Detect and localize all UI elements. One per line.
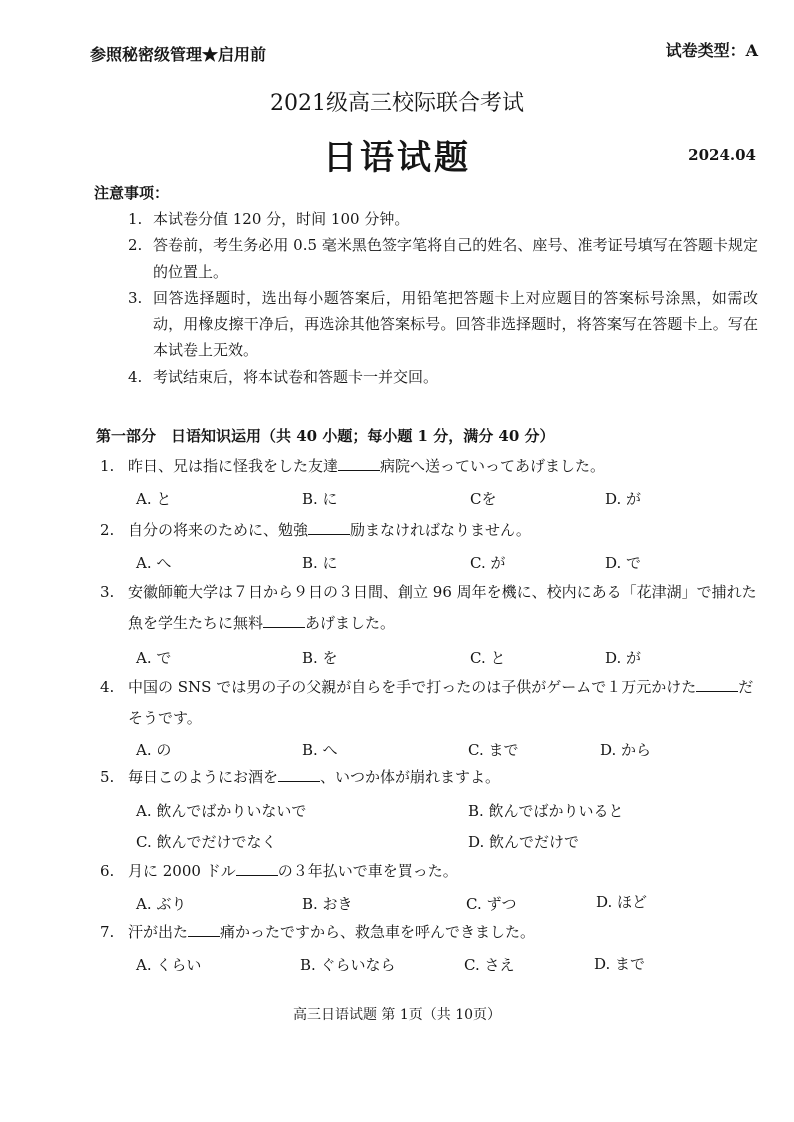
answer-blank [236, 863, 278, 876]
option-d: D. で [605, 554, 642, 572]
question-number: 1. [100, 457, 115, 475]
question-text: 励まなければなりません。 [350, 521, 531, 539]
question-text: の３年払いで車を買った。 [277, 862, 458, 880]
answer-blank [278, 769, 320, 782]
option-b: B. 飲んでばかりいると [468, 802, 624, 820]
question-number: 5. [100, 768, 115, 786]
option-c: C. さえ [464, 956, 515, 974]
notes-list [128, 206, 758, 390]
question-text: 病院へ送っていってあげました。 [380, 457, 606, 475]
option-d: D. 飲んでだけで [468, 833, 580, 851]
question-7 [100, 917, 760, 948]
question-text: 痛かったですから、救急車を呼んできました。 [220, 923, 536, 941]
option-b: B. へ [302, 741, 338, 759]
note-number: 3. [128, 288, 143, 307]
question-text: 、いつか体が崩れますよ。 [320, 768, 501, 786]
question-5 [100, 762, 760, 793]
question-number: 3. [100, 583, 115, 601]
notes-heading: 注意事项： [94, 184, 170, 202]
note-item [128, 206, 758, 232]
question-text: だそうです。 [128, 678, 754, 727]
question-text: 昨日、兄は指に怪我をした友達 [128, 457, 339, 475]
option-c: C. まで [468, 741, 519, 759]
option-c: C. と [470, 649, 506, 667]
option-b: B. おき [302, 895, 353, 913]
note-number: 2. [128, 236, 143, 255]
question-text: 中国の SNS では男の子の父親が自らを手で打ったのは子供がゲームで１万元かけた [128, 678, 697, 696]
option-b: B. ぐらいなら [300, 956, 396, 974]
question-number: 6. [100, 862, 115, 880]
option-d: D. から [600, 741, 652, 759]
answer-blank [308, 522, 350, 535]
question-text: 毎日このようにお酒を [128, 768, 279, 786]
section-title: 第一部分 日语知识运用（共 40 小题；每小题 1 分，满分 40 分） [96, 427, 555, 445]
question-text: 自分の将来のために、勉強 [128, 521, 309, 539]
option-c: C. ずつ [466, 895, 517, 913]
question-text: 汗が出た [128, 923, 189, 941]
question-4 [100, 672, 760, 734]
note-item [128, 364, 758, 390]
answer-blank [263, 615, 305, 628]
subject-title: 日语试题 [323, 138, 471, 178]
confidentiality-label: 参照秘密级管理★启用前 [90, 45, 267, 64]
note-text: 回答选择题时，选出每小题答案后，用铅笔把答题卡上对应题目的答案标号涂黑，如需改动，用橡皮擦干净后，再选涂其他答案标号。回答非选择题时，将答案写在答题卡上。写在本试卷上无效。 [153, 288, 758, 360]
option-a: A. へ [136, 554, 172, 572]
option-a: A. くらい [136, 956, 202, 974]
page-footer: 高三日语试题 第 1页（共 10页） [292, 1007, 502, 1023]
answer-blank [338, 458, 380, 471]
note-number: 4. [128, 367, 143, 386]
option-a: A. で [136, 649, 172, 667]
question-number: 4. [100, 678, 115, 696]
option-a: A. と [136, 490, 172, 508]
answer-blank [188, 924, 220, 937]
option-a: A. ぶり [136, 895, 187, 913]
question-2 [100, 515, 760, 546]
exam-date: 2024.04 [688, 146, 756, 164]
question-number: 7. [100, 923, 115, 941]
paper-type-label: 试卷类型：A [665, 41, 758, 60]
option-c: C. 飲んでだけでなく [136, 833, 277, 851]
option-c: Cを [470, 490, 497, 508]
option-d: D. が [605, 649, 642, 667]
question-text: あげました。 [305, 614, 396, 632]
note-text: 本试卷分值 120 分，时间 100 分钟。 [153, 210, 410, 228]
option-a: A. の [136, 741, 172, 759]
option-c: C. が [470, 554, 506, 572]
option-d: D. ほど [596, 893, 648, 911]
note-item [128, 285, 758, 364]
option-d: D. が [605, 490, 642, 508]
exam-title: 2021级高三校际联合考试 [270, 91, 524, 116]
question-text: 安徽師範大学は７日から９日の３日間、創立 96 周年を機に、校内にある「花津湖」で捕れた魚を学生たちに無料 [128, 583, 757, 632]
answer-blank [696, 679, 738, 692]
note-text: 考试结束后，将本试卷和答题卡一并交回。 [153, 367, 439, 386]
note-text: 答卷前，考生务必用 0.5 毫米黑色签字笔将自己的姓名、座号、准考证号填写在答题卡规定的位置上。 [153, 236, 758, 281]
note-item [128, 232, 758, 285]
option-d: D. まで [594, 955, 646, 973]
question-6 [100, 856, 760, 887]
option-b: B. に [302, 490, 338, 508]
question-1 [100, 451, 760, 482]
question-number: 2. [100, 521, 115, 539]
option-b: B. に [302, 554, 338, 572]
option-b: B. を [302, 649, 338, 667]
question-3 [100, 577, 760, 639]
note-number: 1. [128, 210, 143, 228]
option-a: A. 飲んでばかりいないで [136, 802, 307, 820]
question-text: 月に 2000 ドル [128, 862, 236, 880]
